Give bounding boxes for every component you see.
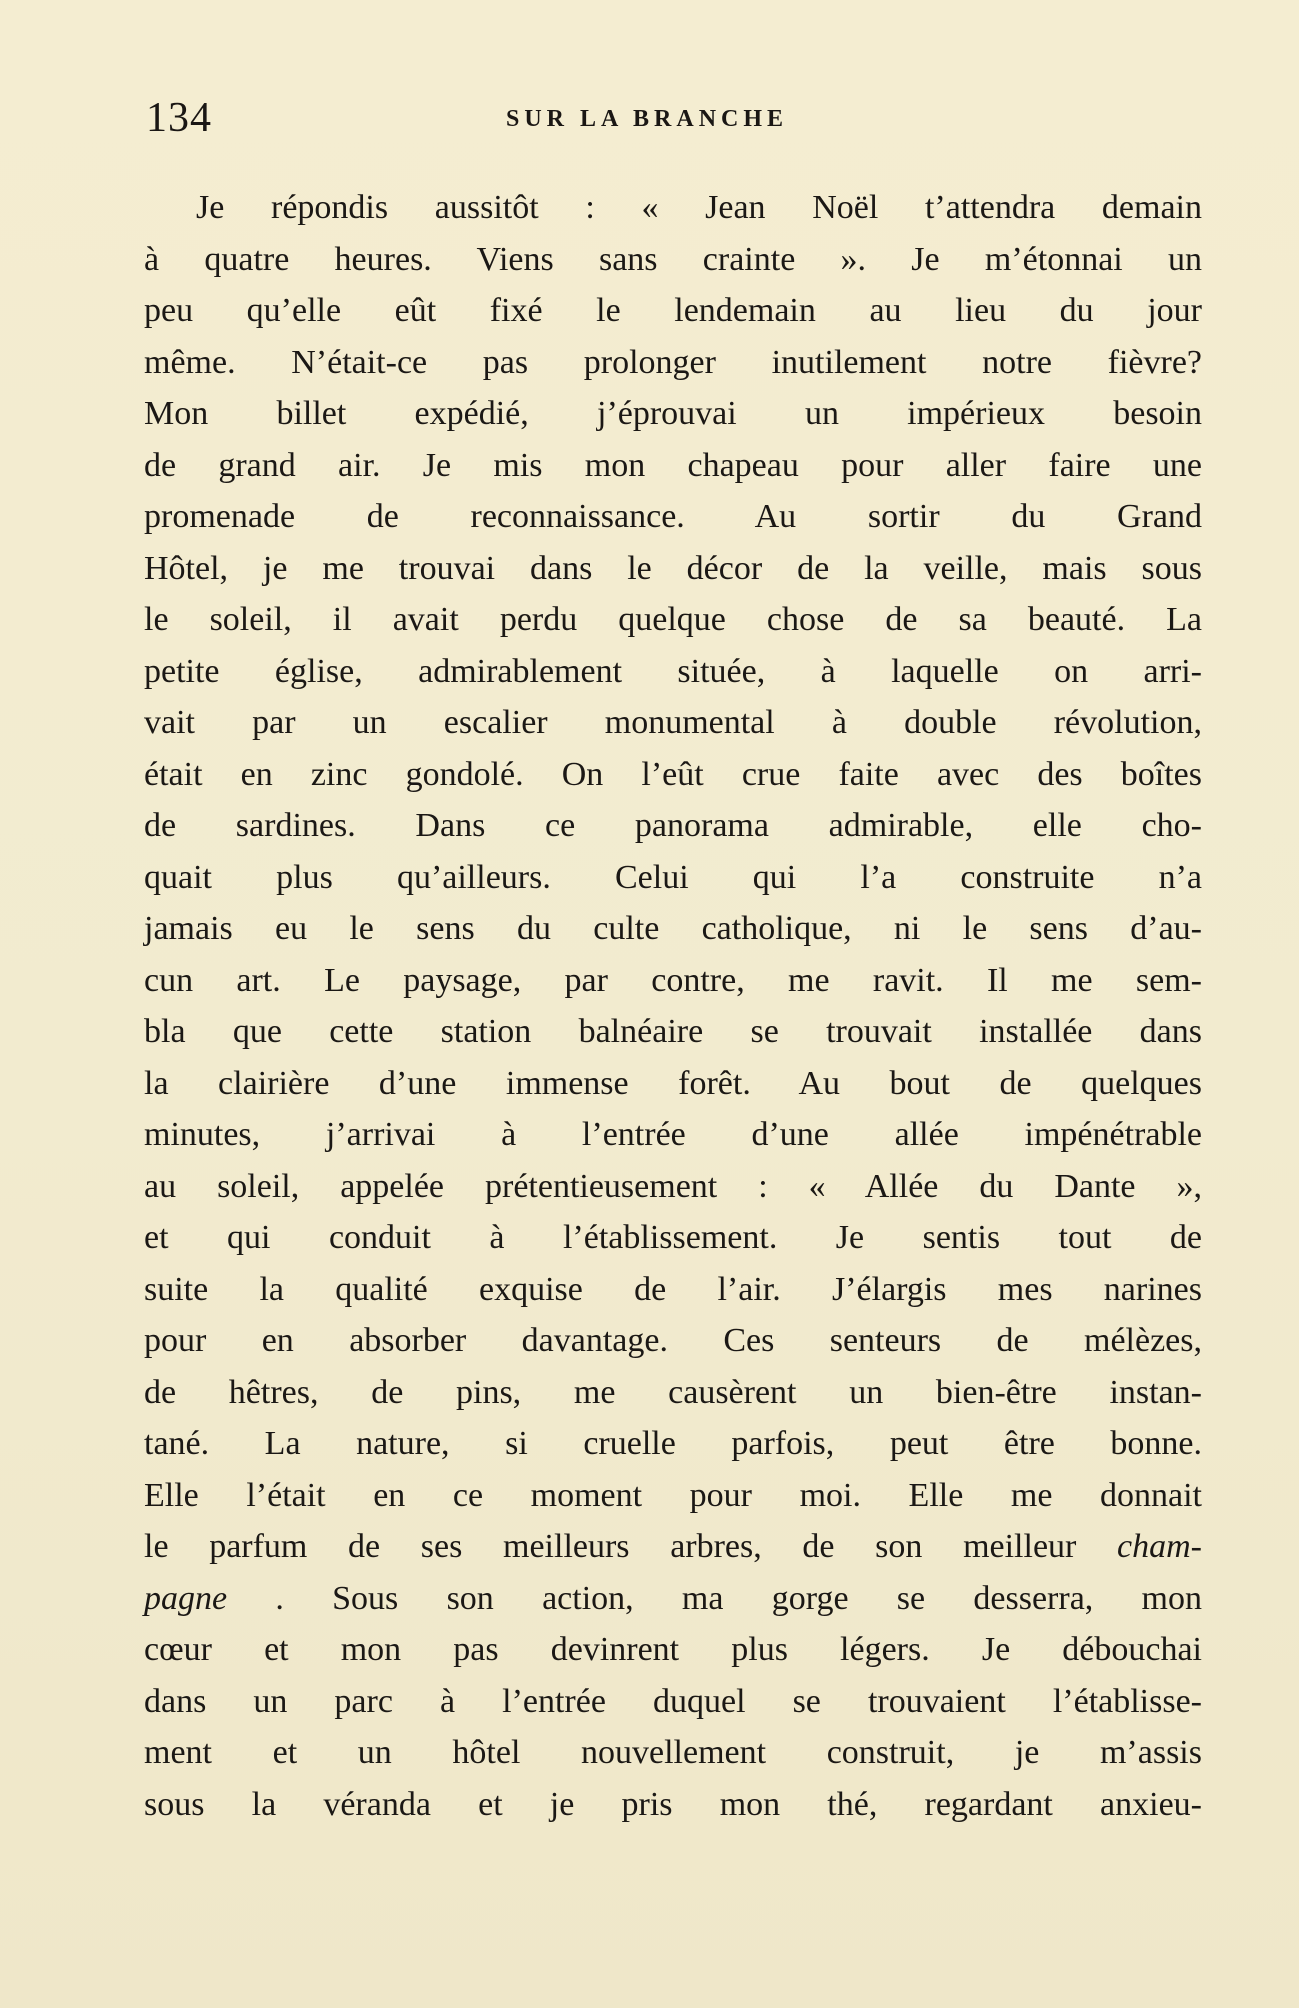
text-line: Mon billet expédié, j’éprouvai un impérieux besoin	[144, 395, 1202, 432]
text-line: quait plus qu’ailleurs. Celui qui l’a construite n’a	[144, 858, 1202, 896]
text-line: cœur et mon pas devinrent plus légers. Je débouchai	[144, 1631, 1202, 1668]
text-line: Elle l’était en ce moment pour moi. Elle me donnait	[144, 1476, 1202, 1514]
text-line: au soleil, appelée prétentieusement : « Allée du Dante »,	[144, 1167, 1202, 1205]
text-line: suite la qualité exquise de l’air. J’élargis mes narines	[144, 1270, 1202, 1308]
text-line: dans un parc à l’entrée duquel se trouvaient l’établisse-	[144, 1682, 1202, 1720]
text-line: la clairière d’une immense forêt. Au bout de quelques	[144, 1064, 1202, 1102]
italic-fragment: cham-	[1117, 1528, 1202, 1565]
text-line: de grand air. Je mis mon chapeau pour aller faire une	[144, 446, 1202, 484]
text-line: était en zinc gondolé. On l’eût crue faite avec des boîtes	[144, 755, 1202, 793]
text-line: pour en absorber davantage. Ces senteurs de mélèzes,	[144, 1322, 1202, 1359]
text-line: de hêtres, de pins, me causèrent un bien-être instan-	[144, 1373, 1202, 1411]
text-fragment: . Sous son action, ma gorge se desserra, mon	[275, 1579, 1203, 1617]
text-line: bla que cette station balnéaire se trouvait installée dans	[144, 1013, 1202, 1050]
text-line: minutes, j’arrivai à l’entrée d’une allée impénétrable	[144, 1116, 1202, 1153]
italic-fragment: pagne	[144, 1579, 228, 1617]
text-line: promenade de reconnaissance. Au sortir du Grand	[144, 498, 1202, 535]
body-text	[144, 182, 1202, 1830]
text-line: ment et un hôtel nouvellement construit, je m’assis	[144, 1734, 1202, 1771]
text-line: et qui conduit à l’établissement. Je sentis tout de	[144, 1219, 1202, 1256]
running-title: SUR LA BRANCHE	[506, 106, 789, 132]
text-line: le soleil, il avait perdu quelque chose de sa beauté. La	[144, 601, 1202, 638]
text-line: même. N’était-ce pas prolonger inutilement notre fièvre?	[144, 343, 1202, 381]
text-line: petite église, admirablement située, à laquelle on arri-	[144, 652, 1202, 690]
text-line: cun art. Le paysage, par contre, me ravit. Il me sem-	[144, 961, 1202, 999]
text-line: de sardines. Dans ce panorama admirable, elle cho-	[144, 807, 1202, 844]
text-line	[144, 1521, 1202, 1573]
text-line: jamais eu le sens du culte catholique, ni le sens d’au-	[144, 910, 1202, 947]
text-line	[144, 1573, 1202, 1625]
text-line: Je répondis aussitôt : « Jean Noël t’attendra demain	[196, 189, 1202, 226]
page-header	[146, 94, 1186, 154]
text-fragment: le parfum de ses meilleurs arbres, de son meilleur	[144, 1528, 1077, 1565]
text-line: à quatre heures. Viens sans crainte ». Je m’étonnai un	[144, 240, 1202, 278]
text-line: tané. La nature, si cruelle parfois, peut être bonne.	[144, 1425, 1202, 1462]
text-line: Hôtel, je me trouvai dans le décor de la veille, mais sous	[144, 549, 1202, 587]
text-line: peu qu’elle eût fixé le lendemain au lieu du jour	[144, 292, 1202, 329]
text-line: vait par un escalier monumental à double révolution,	[144, 704, 1202, 741]
page-number: 134	[146, 95, 212, 141]
text-line: sous la véranda et je pris mon thé, regardant anxieu-	[144, 1785, 1202, 1823]
